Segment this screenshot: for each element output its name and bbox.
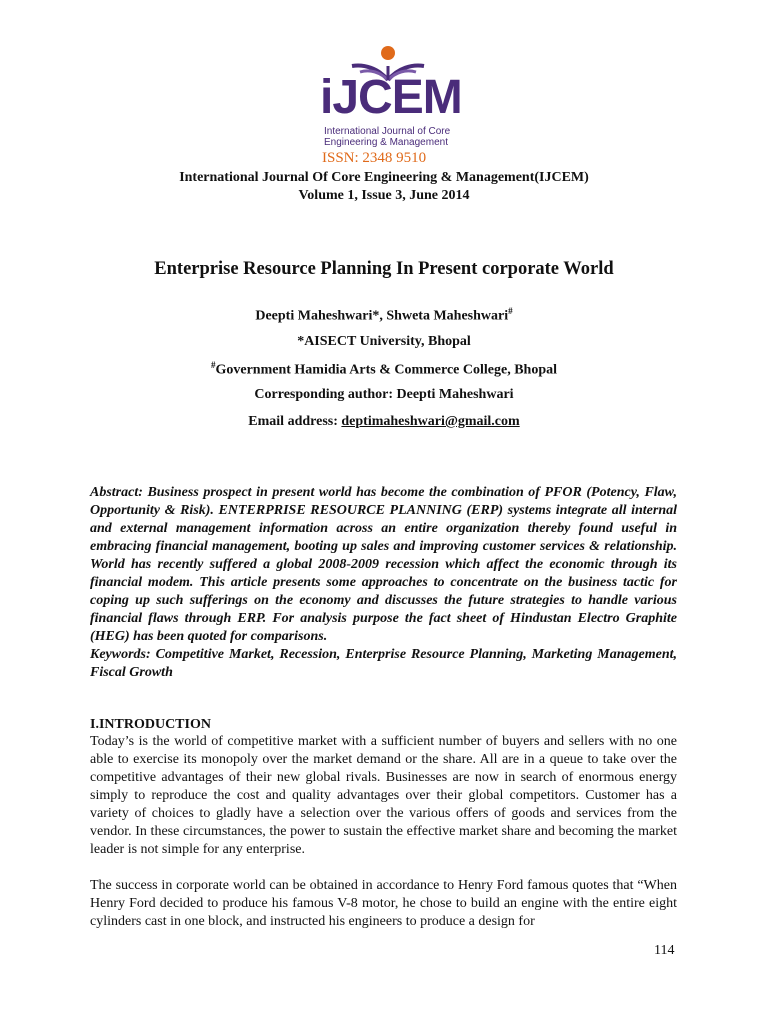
affiliation-1: *AISECT University, Bhopal [297,334,471,349]
issn-number: ISSN: 2348 9510 [322,150,427,166]
email-link[interactable]: deptimaheshwari@gmail.com [341,414,520,429]
affiliation-2-text: Government Hamidia Arts & Commerce College, Bhopal [215,362,558,378]
affiliation-2 [0,360,768,379]
abstract-block [90,484,677,682]
paper-title: Enterprise Resource Planning In Present corporate World [154,259,614,279]
abstract-text: Abstract: Business prospect in present world has become the combination of PFOR (Potency, Flaw, Opportunity & Risk). ENTERPRISE RESOURCE PLANNING (ERP) systems integrate all internal and external management information across an entire organization thereby found useful in embracing financial management, booting up sales and improving customer services & relationship. World has recently suffered a global 2008-2009 recession which affect the economic through its financial modem. This article presents some approaches to concentrate on the business tactic for coping up such sufferings on the economy and discusses the future strategies to handle various financial flaws through ERP. For analysis purpose the fact sheet of Hindustan Electro Graphite (HEG) has been quoted for comparisons. [90,485,677,644]
intro-paragraph-2: The success in corporate world can be obtained in accordance to Henry Ford famous quotes that “When Henry Ford decided to produce his famous V-8 motor, he chose to build an engine with the entire eight cylinders cast in one block, and instructed his engineers to produce a design for [90,878,677,929]
corresponding-author: Corresponding author: Deepti Maheshwari [254,387,514,402]
email-label: Email address: [248,414,342,429]
affiliation-sup-mark: # [210,360,216,370]
intro-paragraph-1: Today’s is the world of competitive market with a sufficient number of buyers and sellers with no one able to exercise its monopoly over the market demand or the share. All are in a queue to take over the competitive advantages of their new global rivals. Businesses are now in search of enormous energy simply to reproduce the cost and quality advantages over their global competitors. Customer has a variety of choices to gladly have a selection over the various offers of goods and services from the vendor. In these circumstances, the power to sustain the effective market share and becoming the market leader is not simple for any enterprise. [90,734,677,857]
journal-name: International Journal Of Core Engineering & Management(IJCEM) [179,170,589,185]
logo-subtitle: International Journal of Core Engineering & Management [324,126,451,148]
introduction-body [90,733,677,949]
section-heading-introduction: I.INTRODUCTION [90,717,211,732]
volume-info: Volume 1, Issue 3, June 2014 [298,188,470,203]
logo-wordmark: iJCEM [320,71,462,124]
keywords-text: Keywords: Competitive Market, Recession, Enterprise Resource Planning, Marketing Management, Fiscal Growth [90,647,677,680]
page-number: 114 [654,943,675,958]
author-sup-mark: # [508,306,513,316]
journal-logo [318,44,462,164]
email-line [0,414,768,430]
author-names-text: Deepti Maheshwari*, Shweta Maheshwari [255,308,509,324]
author-names [0,306,768,325]
